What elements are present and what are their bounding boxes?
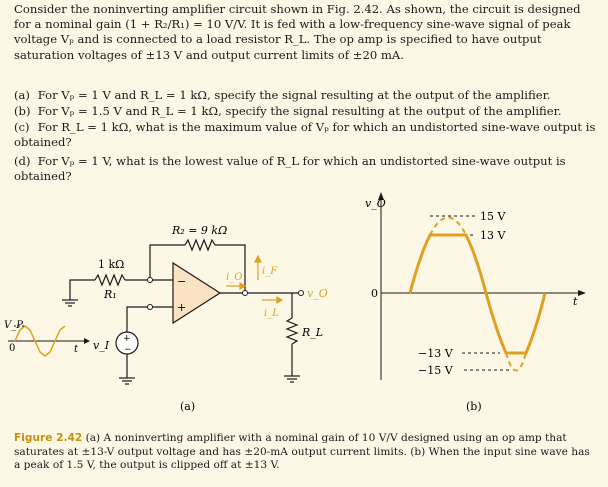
caption-text: (a) A noninverting amplifier with a nominal gain of 10 V/V designed using an op amp that saturates at ±13-V output voltage and has ±20-mA output current limits. (b) When the input sine wave has a peak of 1.5 V, the output is clipped off at ±13 V. bbox=[14, 432, 590, 472]
t-axis-label: t bbox=[573, 295, 578, 308]
r1-value: 1 kΩ bbox=[98, 258, 125, 271]
r1-ground-wire bbox=[70, 280, 95, 300]
il-arrow bbox=[277, 297, 282, 303]
if-arrow bbox=[255, 256, 261, 262]
question-text: For R_L = 1 kΩ, what is the maximum value of Vₚ for which an undistorted sine-wave output is obtained? bbox=[14, 120, 596, 150]
figure-number: Figure 2.42 bbox=[14, 432, 83, 444]
zero-label: 0 bbox=[371, 287, 378, 300]
input-zero: 0 bbox=[9, 343, 16, 354]
output-terminal bbox=[299, 291, 304, 296]
output-waveform-ideal-bottom bbox=[506, 353, 526, 371]
question-text: For Vₚ = 1 V and R_L = 1 kΩ, specify the signal resulting at the output of the amplifier. bbox=[37, 88, 551, 102]
node bbox=[148, 305, 153, 310]
if-label: i_F bbox=[262, 266, 278, 277]
io-label: i_O bbox=[226, 272, 243, 283]
r1-name: R₁ bbox=[104, 288, 117, 301]
waveform-plot bbox=[360, 178, 600, 428]
minus-terminal: − bbox=[177, 275, 187, 288]
part-b-label: (b) bbox=[466, 400, 482, 413]
question-label: (d) bbox=[14, 154, 31, 168]
level-15p: 15 V bbox=[480, 210, 506, 223]
r2-resistor bbox=[185, 240, 215, 250]
output-waveform-clipped bbox=[410, 235, 545, 353]
noninv-input-wire bbox=[127, 307, 150, 332]
question-text: For Vₚ = 1 V, what is the lowest value of R_L for which an undistorted sine-wave output is obtained? bbox=[14, 154, 566, 184]
source-minus: − bbox=[124, 345, 132, 355]
output-waveform-ideal-top bbox=[430, 218, 466, 236]
op-amp-symbol bbox=[173, 263, 220, 323]
r1-resistor bbox=[95, 275, 125, 285]
question-c bbox=[14, 120, 598, 150]
rl-label: R_L bbox=[302, 326, 324, 339]
circuit-diagram bbox=[0, 178, 380, 428]
io-arrow bbox=[240, 283, 245, 289]
node bbox=[243, 291, 248, 296]
problem-intro: Consider the noninverting amplifier circuit shown in Fig. 2.42. As shown, the circuit is designed for a nominal gain (1 + R₂/R₁) = 10 V/V. It is fed with a low-frequency sine-wave signal of peak voltage Vₚ and is connected to a load resistor R_L. The op amp is specified to have output saturation voltages of ±13 V and output current limits of ±20 mA. bbox=[14, 2, 581, 62]
il-label: i_L bbox=[264, 308, 279, 319]
question-text: For Vₚ = 1.5 V and R_L = 1 kΩ, specify the signal resulting at the output of the amplifier. bbox=[37, 104, 562, 118]
question-label: (c) bbox=[14, 120, 30, 134]
level-13p: 13 V bbox=[480, 229, 506, 242]
question-label: (a) bbox=[14, 88, 30, 102]
node bbox=[148, 278, 153, 283]
figure-caption bbox=[14, 432, 596, 473]
vo-label: v_O bbox=[307, 287, 328, 300]
r2-label: R₂ = 9 kΩ bbox=[172, 224, 228, 237]
level-13n: −13 V bbox=[418, 347, 453, 360]
rl-resistor bbox=[287, 318, 297, 344]
level-15n: −15 V bbox=[418, 364, 453, 377]
vo-axis-label: v_O bbox=[365, 197, 386, 210]
source-plus: + bbox=[123, 334, 131, 344]
question-a bbox=[14, 88, 598, 103]
question-b bbox=[14, 104, 598, 119]
plus-terminal: + bbox=[177, 301, 187, 314]
input-t-label: t bbox=[74, 344, 79, 355]
vp-label: V_P bbox=[4, 320, 23, 331]
vi-label: v_I bbox=[93, 339, 110, 352]
question-label: (b) bbox=[14, 104, 31, 118]
part-a-label: (a) bbox=[180, 400, 196, 413]
